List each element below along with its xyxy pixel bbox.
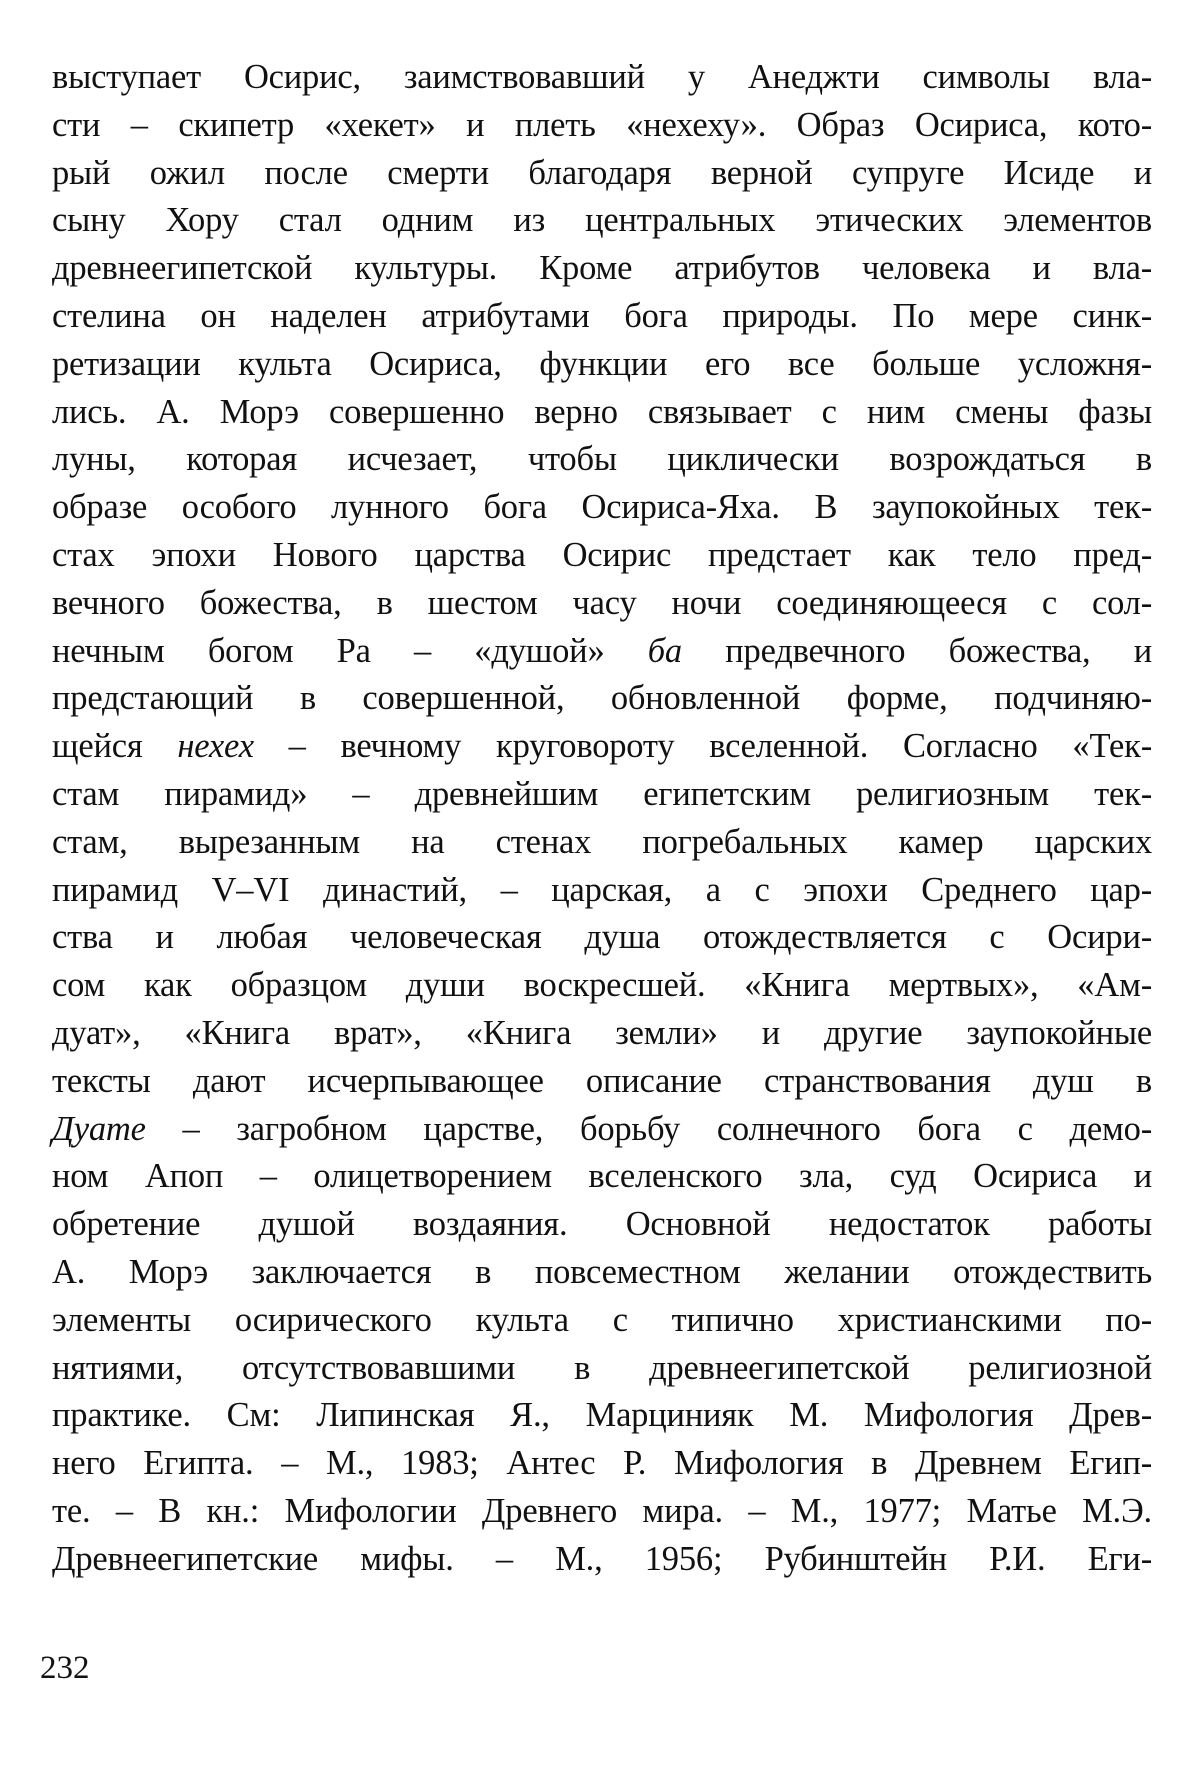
text-line: сти – скипетр «хекет» и плеть «нехеху». Образ Осириса, кото- (52, 105, 1152, 144)
text-line: дуат», «Книга врат», «Книга земли» и другие заупокойные (52, 1013, 1152, 1052)
text-line: обретение душой воздаяния. Основной недостаток работы (52, 1205, 1152, 1244)
text-line: рый ожил после смерти благодаря верной супруге Исиде и (52, 153, 1152, 192)
text-line: стах эпохи Нового царства Осирис предстает как тело пред- (52, 535, 1152, 574)
text-line: Дуате – загробном царстве, борьбу солнечного бога с демо- (52, 1109, 1152, 1148)
text-line: А. Морэ заключается в повсеместном желании отождествить (52, 1252, 1152, 1291)
text-line: стам пирамид» – древнейшим египетским религиозным тек- (52, 774, 1152, 813)
text-line: лись. А. Морэ совершенно верно связывает с ним смены фазы (52, 392, 1152, 431)
text-line: нечным богом Ра – «душой» ба предвечного божества, и (52, 631, 1153, 670)
text-line: нятиями, отсутствовавшими в древнеегипетской религиозной (52, 1348, 1152, 1387)
page-number: 232 (40, 1650, 90, 1686)
text-line: стам, вырезанным на стенах погребальных камер царских (52, 822, 1152, 861)
text-line: практике. См: Липинская Я., Марцинияк М. Мифология Древ- (52, 1396, 1152, 1435)
text-line: ном Апоп – олицетворением вселенского зла, суд Осириса и (52, 1157, 1152, 1196)
text-line: образе особого лунного бога Осириса-Яха. В заупокойных тек- (52, 488, 1152, 527)
text-line: пирамид V–VI династий, – царская, а с эпохи Среднего цар- (52, 870, 1152, 909)
body-paragraph (52, 58, 1152, 1588)
text-line: предстающий в совершенной, обновленной форме, подчиняю- (52, 679, 1152, 718)
text-line: луны, которая исчезает, чтобы циклически возрождаться в (52, 440, 1152, 479)
text-line: тексты дают исчерпывающее описание странствования душ в (52, 1061, 1152, 1100)
text-line: древнеегипетской культуры. Кроме атрибутов человека и вла- (52, 249, 1152, 288)
text-line: щейся нехех – вечному круговороту вселенной. Согласно «Тек- (52, 727, 1152, 766)
text-line: сыну Хору стал одним из центральных этических элементов (52, 201, 1152, 240)
text-line: сом как образцом души воскресшей. «Книга мертвых», «Ам- (52, 966, 1152, 1005)
text-line: него Египта. – М., 1983; Антес Р. Мифология в Древнем Егип- (52, 1444, 1152, 1483)
text-line: Древнеегипетские мифы. – М., 1956; Рубинштейн Р.И. Еги- (52, 1539, 1152, 1578)
text-line: элементы осирического культа с типично христианскими по- (52, 1300, 1152, 1339)
text-line: вечного божества, в шестом часу ночи соединяющееся с сол- (52, 583, 1152, 622)
text-line: ства и любая человеческая душа отождествляется с Осири- (52, 918, 1152, 957)
text-line: ретизации культа Осириса, функции его все больше усложня- (52, 344, 1152, 383)
text-line: те. – В кн.: Мифологии Древнего мира. – М., 1977; Матье М.Э. (52, 1491, 1152, 1530)
text-line: стелина он наделен атрибутами бога природы. По мере синк- (52, 296, 1152, 335)
text-line: выступает Осирис, заимствовавший у Анеджти символы вла- (52, 58, 1152, 96)
